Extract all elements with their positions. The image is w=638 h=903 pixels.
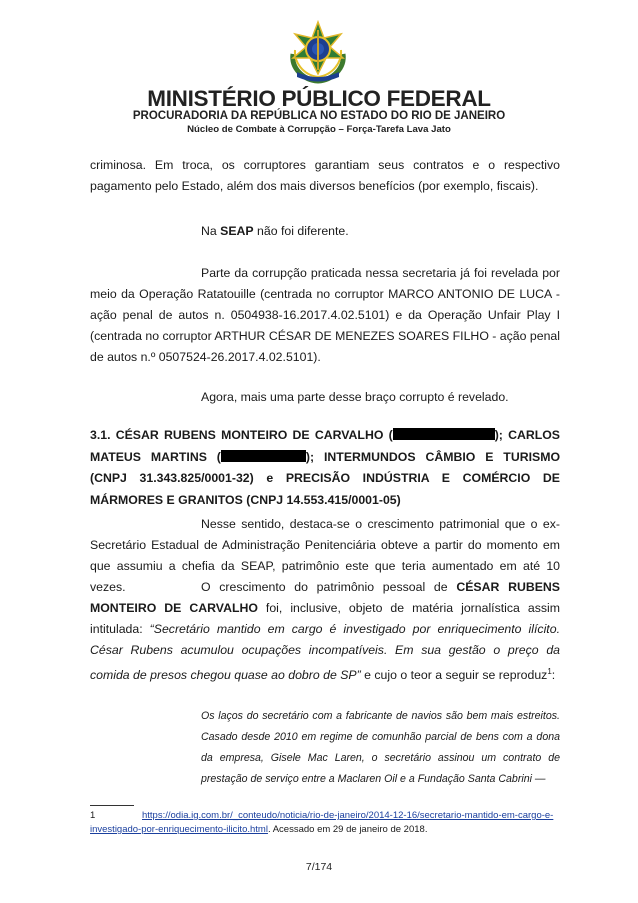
heading-part-a: 3.1. CÉSAR RUBENS MONTEIRO DE CARVALHO ( xyxy=(90,428,393,442)
paragraph-4: Agora, mais uma parte desse braço corrupto é revelado. xyxy=(201,390,509,404)
paragraph-6-text: Nesse sentido, destaca-se o crescimento patrimonial que o ex-Secretário Estadual de Administração Penitenciária obteve a partir do momento em que assumiu a chefia da SEAP, patrimônio este que teria aumentado em até 10 vezes. xyxy=(90,517,560,594)
paragraph-1: criminosa. Em troca, os corruptores garantiam seus contratos e o respectivo pagamento pelo Estado, além dos mais diversos benefícios (por exemplo, fiscais). xyxy=(90,158,560,193)
footnote-suffix: . Acessado em 29 de janeiro de 2018. xyxy=(267,824,428,835)
page-number: 7/174 xyxy=(305,861,333,873)
paragraph-2-post: não foi diferente. xyxy=(253,224,349,238)
paragraph-7-e: e cujo o teor a seguir se reproduz xyxy=(360,668,548,683)
paragraph-7-f: : xyxy=(551,668,556,683)
footnote-link[interactable]: https://odia.ig.com.br/_conteudo/noticia/rio-de-janeiro/2014-12-16/secretario-mantido-em-cargo-e-investigado-por-enriquecimento-ilicito.html xyxy=(90,810,554,835)
header-subtitle: PROCURADORIA DA REPÚBLICA NO ESTADO DO RIO DE JANEIRO xyxy=(132,110,506,122)
footnote xyxy=(90,809,562,837)
seap-bold: SEAP xyxy=(220,224,254,238)
footnote-divider xyxy=(90,805,134,806)
header-title: MINISTÉRIO PÚBLICO FEDERAL xyxy=(147,86,491,111)
paragraph-3-text: Parte da corrupção praticada nessa secretaria já foi revelada por meio da Operação Ratatouille (centrada no corruptor MARCO ANTONIO DE LUCA - ação penal de autos n. 0504938-16.2017.4.02.5101) e da Operação Unfair Play I (centrada no corruptor ARTHUR CÉSAR DE MENEZES SOARES FILHO - ação penal de autos n.º 0507524-26.2017.4.02.5101). xyxy=(90,266,560,364)
footnote-ref[interactable]: 1 xyxy=(547,667,552,676)
redaction-bar xyxy=(221,450,306,462)
paragraph-7-c: foi, inclusive, objeto de matéria jornalística assim intitulada: xyxy=(90,601,560,636)
heading-part-b: ); CARLOS MATEUS MARTINS ( xyxy=(90,428,560,464)
section-heading-3-1 xyxy=(90,425,560,511)
paragraph-7-a: O crescimento do patrimônio pessoal de xyxy=(201,580,457,594)
paragraph-2 xyxy=(201,221,560,242)
paragraph-2-pre: Na xyxy=(201,224,221,238)
block-quote: Os laços do secretário com a fabricante de navios são bem mais estreitos. Casado desde 2010 em regime de comunhão parcial de bens com a dona da empresa, Gisele Mac Laren, o secretário assinou um contrato de prestação de serviço entre a Maclaren Oil e a Fundação Santa Cabrini — xyxy=(201,710,560,785)
footnote-number: 1 xyxy=(90,810,96,821)
redaction-bar xyxy=(393,428,495,440)
paragraph-7 xyxy=(90,577,560,686)
heading-part-c: ); INTERMUNDOS CÂMBIO E TURISMO (CNPJ 31.343.825/0001-32) e PRECISÃO INDÚSTRIA E COMÉRCIO DE MÁRMORES E GRANITOS (CNPJ 14.553.415/0001-05) xyxy=(90,449,561,507)
paragraph-3 xyxy=(90,263,560,368)
coat-of-arms-icon xyxy=(283,20,353,85)
header-unit: Núcleo de Combate à Corrupção – Força-Tarefa Lava Jato xyxy=(187,124,451,135)
article-title: “Secretário mantido em cargo é investigado por enriquecimento ilícito. César Rubens acumulou ocupações incompatíveis. Em sua gestão o preço da comida de presos chegou quase ao dobro de SP” xyxy=(90,622,560,683)
paragraph-7-name: CÉSAR RUBENS MONTEIRO DE CARVALHO xyxy=(90,580,560,615)
